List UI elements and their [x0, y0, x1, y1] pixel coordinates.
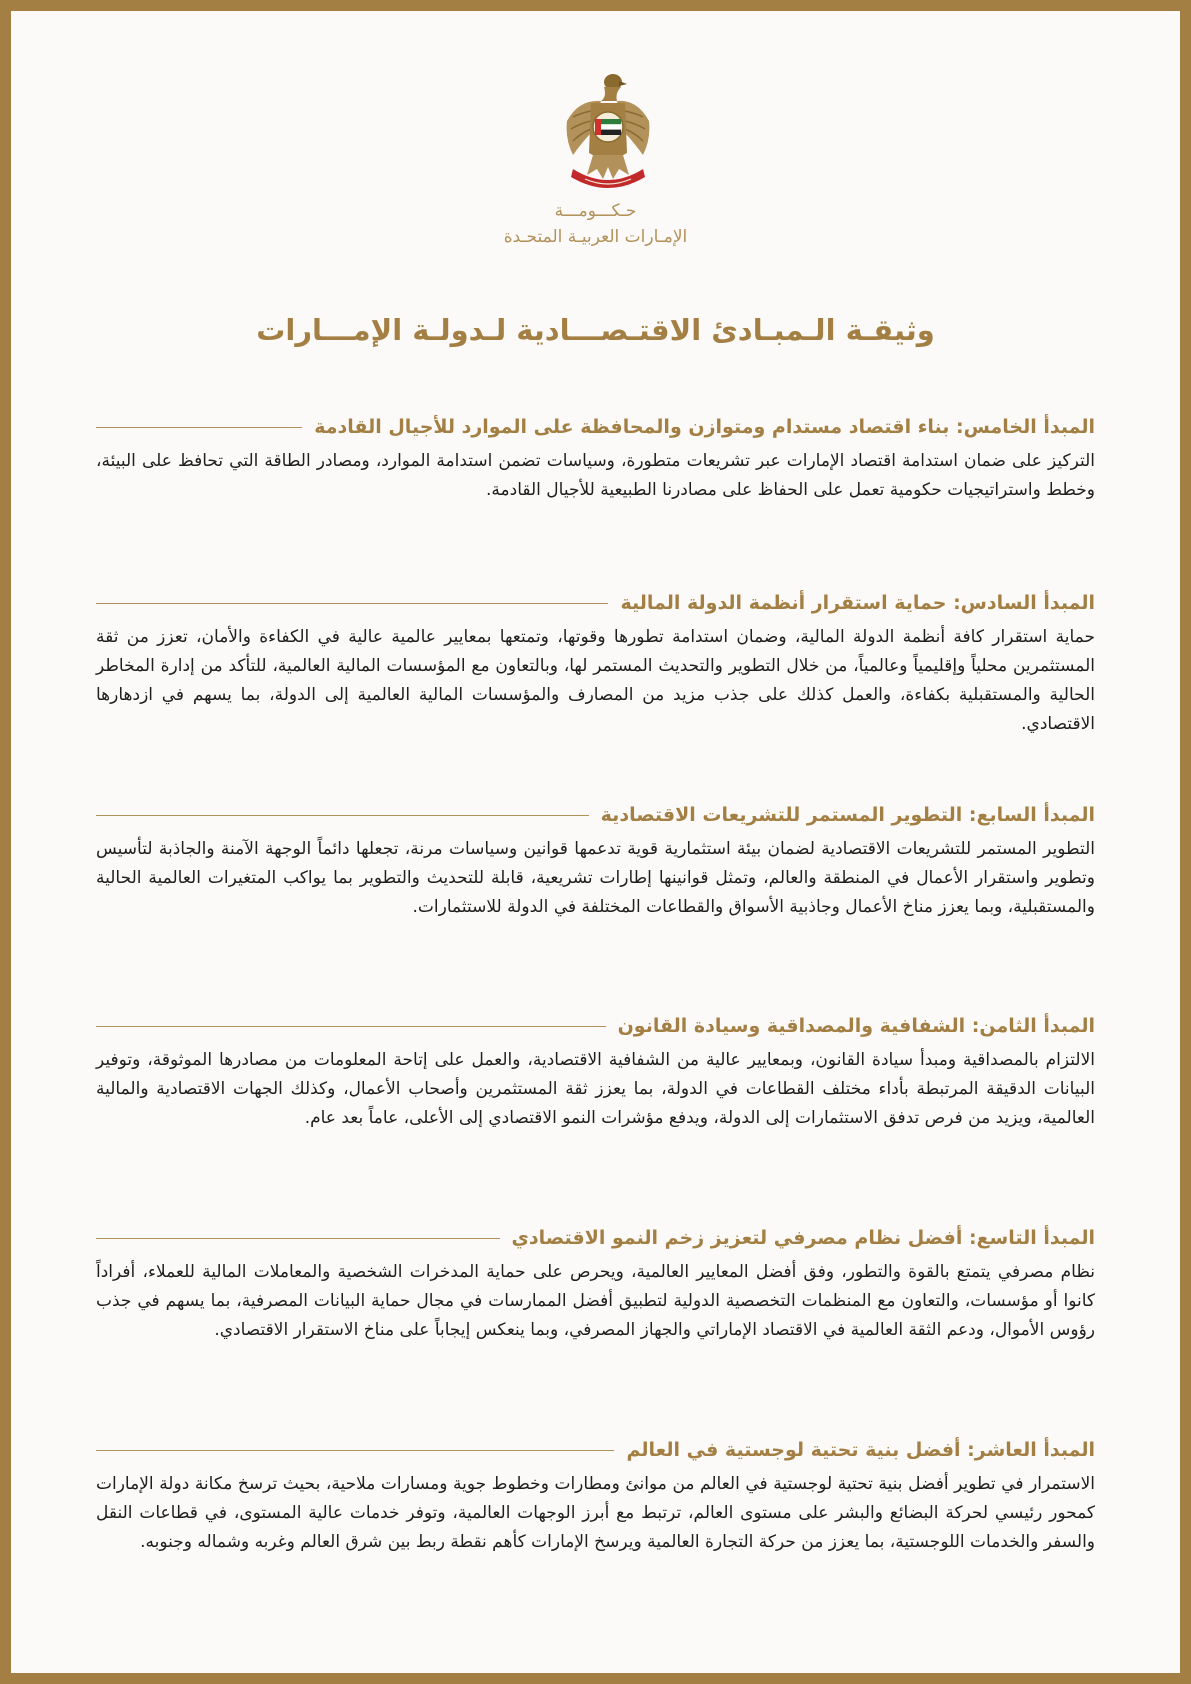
principle-section [96, 589, 1095, 739]
section-body-text: حماية استقرار كافة أنظمة الدولة المالية، وضمان استدامة تطورها وقوتها، وتمتعها بمعايير عالمية عالية في الكفاءة والأمان، تعزز من ثقة المستثمرين محلياً وإقليمياً وعالمياً، من خلال التطوير والتحديث المستمر لها، وبالتعاون مع المؤسسات المالية العالمية، للتأكد من إدارة المخاطر الحالية والمستقبلية بكفاءة، والعمل كذلك على جذب مزيد من المصارف والمؤسسات المالية العالمية إلى الدولة، بما يسهم في ازدهارها الاقتصادي. [96, 627, 1095, 734]
heading-divider [96, 1450, 614, 1451]
section-heading-row [96, 1436, 1095, 1464]
principle-section [96, 801, 1095, 922]
section-heading-row [96, 1224, 1095, 1252]
principle-section [96, 1224, 1095, 1345]
heading-divider [96, 815, 589, 816]
principle-section [96, 1012, 1095, 1133]
section-title: المبدأ الخامس: بناء اقتصاد مستدام ومتوازن والمحافظة على الموارد للأجيال القادمة [314, 416, 1095, 438]
section-heading-row [96, 413, 1095, 441]
section-title: المبدأ التاسع: أفضل نظام مصرفي لتعزيز زخم النمو الاقتصادي [511, 1227, 1095, 1249]
principle-section [96, 1436, 1095, 1557]
section-body-text: الالتزام بالمصداقية ومبدأ سيادة القانون، وبمعايير عالية من الشفافية الاقتصادية، والعمل على إتاحة المعلومات من مصادرها الموثوقة، وتوفير البيانات الدقيقة المرتبطة بأداء مختلف القطاعات في الدولة، بما يعزز ثقة المستثمرين وأصحاب الأعمال، وكذلك الجهات الاقتصادية والمالية العالمية، ويزيد من فرص تدفق الاستثمارات إلى الدولة، ويدفع مؤشرات النمو الاقتصادي إلى الأعلى، عاماً بعد عام. [96, 1050, 1095, 1128]
section-heading-row [96, 1012, 1095, 1040]
section-body-text: التطوير المستمر للتشريعات الاقتصادية لضمان بيئة استثمارية قوية تدعمها قوانين وسياسات مرنة، تجعلها دائماً الوجهة الآمنة والجاذبة لتأسيس وتطوير واستقرار الأعمال في المنطقة والعالم، وتمثل قوانينها إطارات تشريعية، قابلة للتحديث والتطوير بما يواكب المتغيرات العالمية الحالية والمستقبلية، وبما يعزز مناخ الأعمال وجاذبية الأسواق والقطاعات المختلفة في الدولة للاستثمارات. [96, 839, 1095, 917]
government-label: حـكـــومـــة [554, 201, 637, 221]
principle-section [96, 413, 1095, 505]
section-title: المبدأ السابع: التطوير المستمر للتشريعات الاقتصادية [600, 804, 1095, 826]
section-body-text: نظام مصرفي يتمتع بالقوة والتطور، وفق أفضل المعايير العالمية، ويحرص على حماية المدخرات الشخصية والمعاملات المالية للعملاء، أفراداً كانوا أو مؤسسات، والتعاون مع المنظمات التخصصية الدولية لتطبيق أفضل الممارسات في مجال حماية البيانات المصرفية، بما يسهم في جذب رؤوس الأموال، ودعم الثقة العالمية في الاقتصاد الإماراتي والجهاز المصرفي، وبما ينعكس إيجاباً على مناخ الاستقرار الاقتصادي. [96, 1262, 1095, 1340]
section-title: المبدأ السادس: حماية استقرار أنظمة الدولة المالية [620, 592, 1095, 614]
country-name-label: الإمـارات العربيـة المتحـدة [503, 227, 688, 247]
heading-divider [96, 1026, 606, 1027]
heading-divider [96, 603, 608, 604]
heading-divider [96, 1238, 500, 1239]
document-page [11, 11, 1180, 1673]
heading-divider [96, 427, 302, 428]
section-heading-row [96, 801, 1095, 829]
section-body-text: التركيز على ضمان استدامة اقتصاد الإمارات عبر تشريعات متطورة، وسياسات تضمن استدامة الموارد، ومصادر الطاقة التي تحافظ على البيئة، وخطط واستراتيجيات حكومية تعمل على الحفاظ على مصادرنا الطبيعية للأجيال القادمة. [96, 451, 1095, 500]
section-title: المبدأ العاشر: أفضل بنية تحتية لوجستية في العالم [626, 1439, 1095, 1461]
section-heading-row [96, 589, 1095, 617]
document-title: وثيقـة الـمبـادئ الاقتـصـــادية لـدولـة الإمـــارات [256, 313, 935, 347]
section-body-text: الاستمرار في تطوير أفضل بنية تحتية لوجستية في العالم من موانئ ومطارات وخطوط جوية ومسارات ملاحية، بحيث ترسخ مكانة دولة الإمارات كمحور رئيسي لحركة البضائع والبشر على مستوى العالم، ترتبط مع أبرز الوجهات العالمية، وتوفر خدمات عالية المستوى، في قطاعات النقل والسفر والخدمات اللوجستية، بما يعزز من حركة التجارة العالمية ويرسخ الإمارات كأهم نقطة ربط بين شرق العالم وغربه وشماله وجنوبه. [96, 1474, 1095, 1552]
section-title: المبدأ الثامن: الشفافية والمصداقية وسيادة القانون [617, 1015, 1095, 1037]
uae-eagle-emblem-icon [561, 69, 653, 197]
